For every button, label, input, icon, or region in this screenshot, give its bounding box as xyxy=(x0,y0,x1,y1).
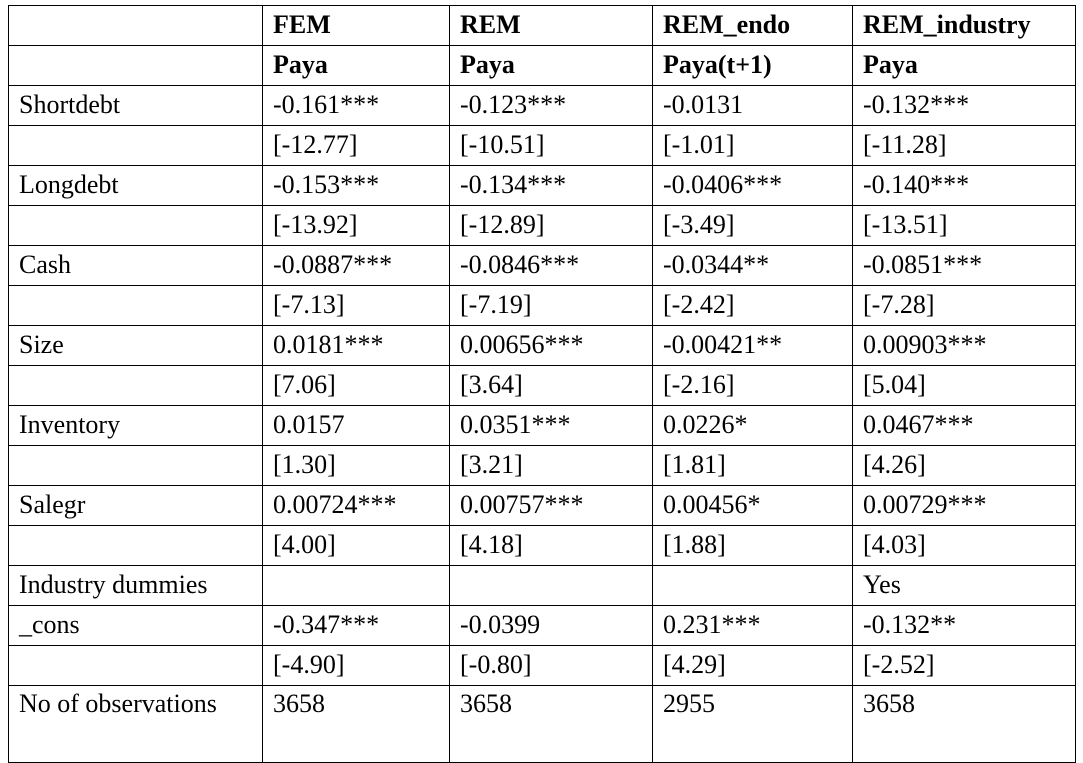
coef-cell: -0.0406*** xyxy=(653,166,853,206)
tstat-cell: [-7.28] xyxy=(853,286,1076,326)
coef-row xyxy=(9,86,1076,126)
row-label: Inventory xyxy=(9,406,263,446)
tstat-row xyxy=(9,126,1076,166)
tstat-cell: [4.18] xyxy=(450,526,653,566)
tstat-cell: [1.30] xyxy=(263,446,450,486)
row-label: Salegr xyxy=(9,486,263,526)
dep-var-header: Paya xyxy=(853,46,1076,86)
tstat-cell: [-12.89] xyxy=(450,206,653,246)
tstat-cell: [-2.52] xyxy=(853,646,1076,686)
col-header-rem: REM xyxy=(450,6,653,46)
industry-dummies-row xyxy=(9,566,1076,606)
coef-row xyxy=(9,246,1076,286)
industry-cell xyxy=(450,566,653,606)
col-header-rem-endo: REM_endo xyxy=(653,6,853,46)
coef-cell: 0.00724*** xyxy=(263,486,450,526)
coef-cell: -0.153*** xyxy=(263,166,450,206)
industry-cell xyxy=(653,566,853,606)
obs-cell: 2955 xyxy=(653,686,853,763)
coef-cell: -0.00421** xyxy=(653,326,853,366)
dep-var-header: Paya xyxy=(450,46,653,86)
coef-cell: 0.0181*** xyxy=(263,326,450,366)
coef-cell: -0.123*** xyxy=(450,86,653,126)
tstat-row xyxy=(9,206,1076,246)
tstat-cell: [-12.77] xyxy=(263,126,450,166)
coef-cell: 0.0351*** xyxy=(450,406,653,446)
row-label-empty xyxy=(9,286,263,326)
coef-cell: -0.0344** xyxy=(653,246,853,286)
tstat-row xyxy=(9,446,1076,486)
coef-row xyxy=(9,486,1076,526)
tstat-cell: [3.21] xyxy=(450,446,653,486)
coef-cell: 0.00456* xyxy=(653,486,853,526)
tstat-cell: [-4.90] xyxy=(263,646,450,686)
coef-cell: 0.00729*** xyxy=(853,486,1076,526)
coef-cell: 0.00757*** xyxy=(450,486,653,526)
coef-cell: -0.0399 xyxy=(450,606,653,646)
dep-var-header: Paya xyxy=(263,46,450,86)
row-label: Industry dummies xyxy=(9,566,263,606)
coef-cell: 0.0157 xyxy=(263,406,450,446)
row-label-empty xyxy=(9,206,263,246)
tstat-cell: [4.03] xyxy=(853,526,1076,566)
coef-row xyxy=(9,406,1076,446)
obs-cell: 3658 xyxy=(853,686,1076,763)
tstat-cell: [-3.49] xyxy=(653,206,853,246)
coef-cell: 0.231*** xyxy=(653,606,853,646)
observations-row xyxy=(9,686,1076,763)
industry-cell: Yes xyxy=(853,566,1076,606)
tstat-cell: [1.81] xyxy=(653,446,853,486)
tstat-cell: [-7.19] xyxy=(450,286,653,326)
obs-cell: 3658 xyxy=(450,686,653,763)
row-label-empty xyxy=(9,446,263,486)
coef-cell: -0.0851*** xyxy=(853,246,1076,286)
coef-cell: -0.0846*** xyxy=(450,246,653,286)
tstat-cell: [-1.01] xyxy=(653,126,853,166)
row-label: No of observations xyxy=(9,686,263,763)
tstat-cell: [-10.51] xyxy=(450,126,653,166)
coef-cell: -0.0887*** xyxy=(263,246,450,286)
coef-cell: -0.140*** xyxy=(853,166,1076,206)
tstat-cell: [-0.80] xyxy=(450,646,653,686)
tstat-cell: [7.06] xyxy=(263,366,450,406)
coef-cell: -0.132*** xyxy=(853,86,1076,126)
coef-cell: -0.347*** xyxy=(263,606,450,646)
tstat-row xyxy=(9,646,1076,686)
coef-cell: 0.00656*** xyxy=(450,326,653,366)
coef-row xyxy=(9,326,1076,366)
obs-cell: 3658 xyxy=(263,686,450,763)
tstat-row xyxy=(9,286,1076,326)
row-label-empty xyxy=(9,366,263,406)
tstat-cell: [3.64] xyxy=(450,366,653,406)
coef-cell: -0.161*** xyxy=(263,86,450,126)
tstat-cell: [-11.28] xyxy=(853,126,1076,166)
col-header-rem-industry: REM_industry xyxy=(853,6,1076,46)
tstat-cell: [5.04] xyxy=(853,366,1076,406)
coef-row xyxy=(9,606,1076,646)
tstat-cell: [-13.51] xyxy=(853,206,1076,246)
tstat-cell: [-13.92] xyxy=(263,206,450,246)
header-row-dependent xyxy=(9,46,1076,86)
row-label: Size xyxy=(9,326,263,366)
row-label: Longdebt xyxy=(9,166,263,206)
header-row-models xyxy=(9,6,1076,46)
row-label-empty xyxy=(9,126,263,166)
row-label-empty xyxy=(9,646,263,686)
tstat-cell: [-2.16] xyxy=(653,366,853,406)
coef-row xyxy=(9,166,1076,206)
industry-cell xyxy=(263,566,450,606)
header-corner xyxy=(9,46,263,86)
header-corner xyxy=(9,6,263,46)
tstat-cell: [4.26] xyxy=(853,446,1076,486)
col-header-fem: FEM xyxy=(263,6,450,46)
coef-cell: 0.00903*** xyxy=(853,326,1076,366)
tstat-cell: [-7.13] xyxy=(263,286,450,326)
row-label: Shortdebt xyxy=(9,86,263,126)
regression-table xyxy=(8,5,1076,763)
coef-cell: -0.132** xyxy=(853,606,1076,646)
tstat-row xyxy=(9,526,1076,566)
tstat-row xyxy=(9,366,1076,406)
tstat-cell: [4.29] xyxy=(653,646,853,686)
coef-cell: 0.0226* xyxy=(653,406,853,446)
coef-cell: -0.134*** xyxy=(450,166,653,206)
tstat-cell: [-2.42] xyxy=(653,286,853,326)
tstat-cell: [1.88] xyxy=(653,526,853,566)
coef-cell: 0.0467*** xyxy=(853,406,1076,446)
row-label-empty xyxy=(9,526,263,566)
row-label: _cons xyxy=(9,606,263,646)
dep-var-header: Paya(t+1) xyxy=(653,46,853,86)
row-label: Cash xyxy=(9,246,263,286)
coef-cell: -0.0131 xyxy=(653,86,853,126)
tstat-cell: [4.00] xyxy=(263,526,450,566)
